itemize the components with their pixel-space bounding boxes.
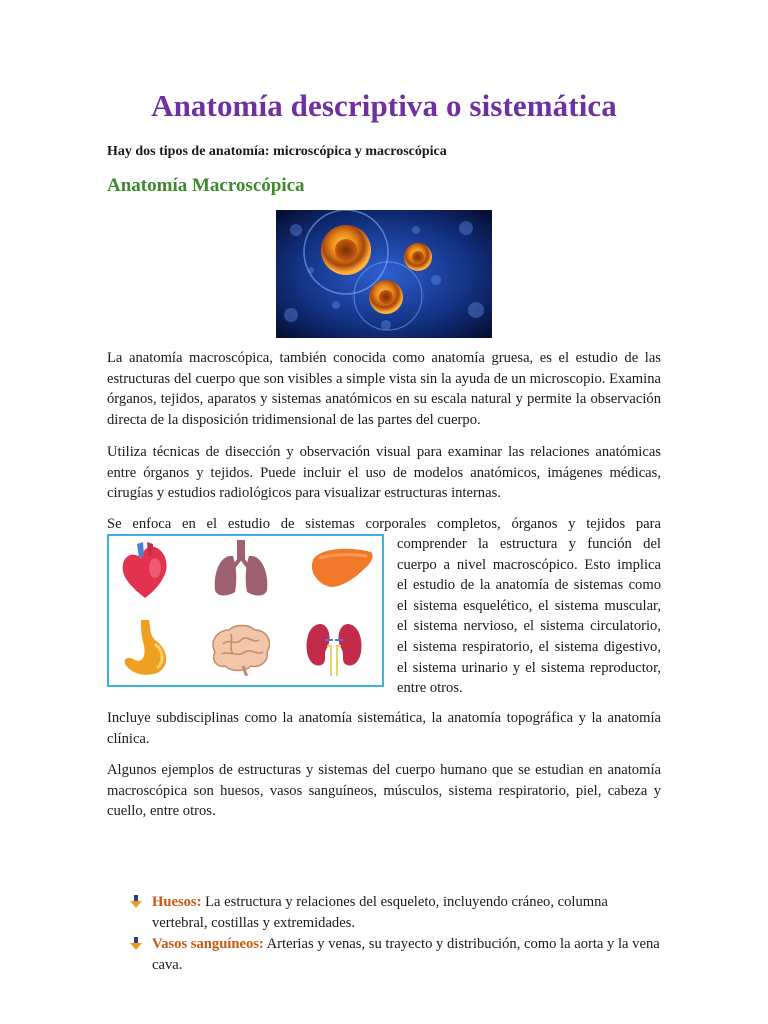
- list-item-label: Huesos:: [152, 894, 202, 910]
- arrow-down-bullet-icon: [129, 895, 143, 909]
- paragraph-3-line: el sistema respiratorio, el sistema digestivo,: [397, 638, 661, 655]
- paragraph-5: Algunos ejemplos de estructuras y sistemas del cuerpo humano que se estudian en anatomía macroscópica son huesos, vasos sanguíneos, músculos, sistema respiratorio, piel, cabeza y cuello, entre otros.: [107, 762, 661, 820]
- paragraph-3-wrapped: [397, 534, 661, 699]
- intro-text: Hay dos tipos de anatomía: microscópica y macroscópica: [107, 144, 447, 159]
- paragraph-3-line: el sistema esquelético, el sistema muscular,: [397, 597, 661, 614]
- paragraph-3-line: el estudio de la anatomía de sistemas como: [397, 577, 661, 594]
- document-title: Anatomía descriptiva o sistemática: [151, 88, 617, 123]
- section-heading: Anatomía Macroscópica: [107, 175, 305, 196]
- brain-icon: [207, 624, 273, 676]
- list-item-text: Arterias y venas, su trayecto y distribución, como la aorta y la vena cava.: [152, 936, 660, 973]
- list-item: [129, 934, 661, 976]
- lungs-icon: [209, 538, 273, 600]
- paragraph-2: Utiliza técnicas de disección y observación visual para examinar las relaciones anatómicas entre órganos y tejidos. Puede incluir el uso de modelos anatómicos, imágenes médicas, cirugías y estudios radiológicos para visualizar estructuras internas.: [107, 444, 661, 502]
- organs-illustration: [107, 534, 384, 687]
- paragraph-3-line: comprender la estructura y función del: [397, 536, 661, 552]
- list-item: [129, 892, 661, 934]
- paragraph-3-first-line: Se enfoca en el estudio de sistemas corporales completos, órganos y tejidos para: [107, 516, 661, 532]
- stomach-icon: [119, 618, 179, 680]
- cells-illustration: [276, 210, 492, 338]
- paragraph-3-line: el sistema nervioso, el sistema circulatorio,: [397, 618, 661, 635]
- heart-icon: [117, 540, 173, 602]
- cells-microscope-image: [276, 210, 492, 338]
- paragraph-3-line: entre otros.: [397, 680, 463, 697]
- paragraph-1: La anatomía macroscópica, también conocida como anatomía gruesa, es el estudio de las estructuras del cuerpo que son visibles a simple vista sin la ayuda de un microscopio. Examina órganos, tejidos, aparatos y sistemas anatómicos en su escala natural y permite la observación directa de la disposición tridimensional de las partes del cuerpo.: [107, 350, 661, 428]
- liver-icon: [309, 544, 377, 594]
- arrow-down-bullet-icon: [129, 937, 143, 951]
- paragraph-3-line: el sistema urinario y el sistema reproductor,: [397, 659, 661, 676]
- kidneys-icon: [303, 620, 365, 678]
- list-item-text: La estructura y relaciones del esqueleto, incluyendo cráneo, columna vertebral, costillas y extremidades.: [152, 894, 608, 931]
- examples-list: [129, 892, 661, 976]
- list-item-label: Vasos sanguíneos:: [152, 936, 264, 952]
- paragraph-4: Incluye subdisciplinas como la anatomía sistemática, la anatomía topográfica y la anatomía clínica.: [107, 710, 661, 747]
- paragraph-3-line: cuerpo a nivel macroscópico. Esto implica: [397, 556, 661, 573]
